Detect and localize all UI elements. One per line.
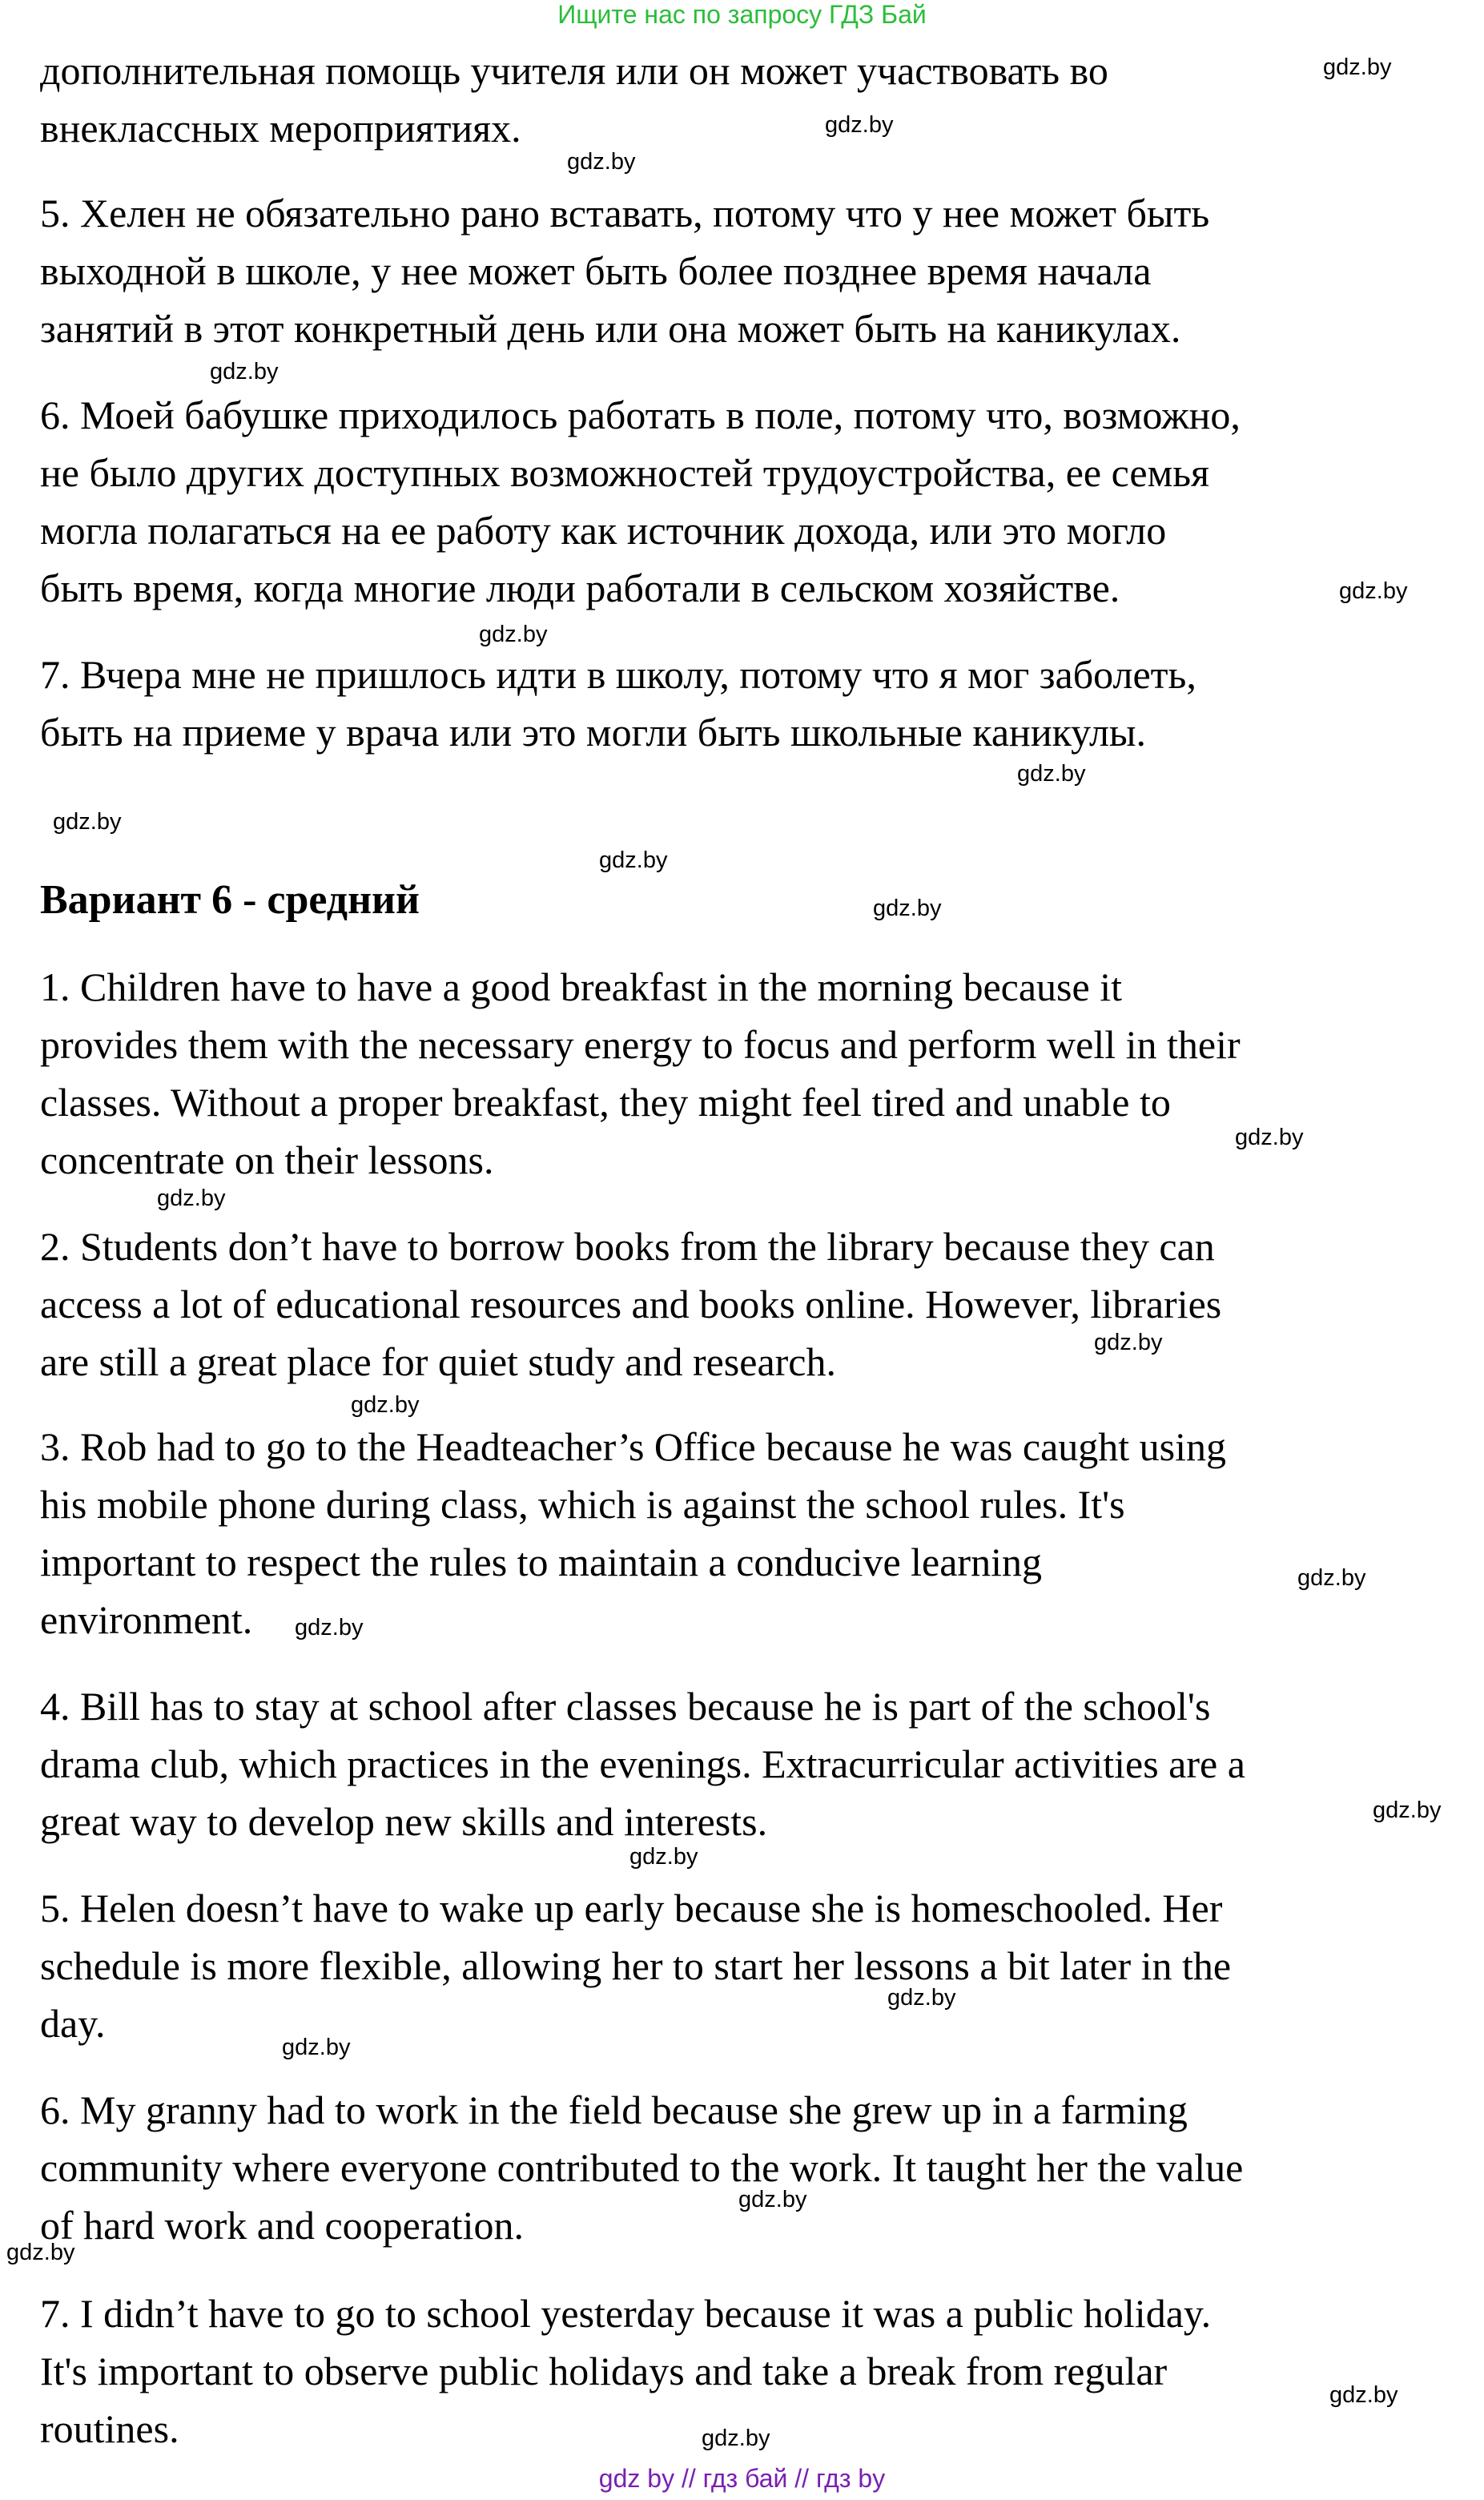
watermark: gdz.by [1017,761,1086,787]
watermark: gdz.by [873,896,942,921]
watermark: gdz.by [282,2035,351,2060]
english-answer-7: 7. I didn’t have to go to school yesterday because it was a public holiday. It's important to observe public holidays and take a break from regular routines. [40,2291,1212,2451]
watermark: gdz.by [53,809,122,835]
russian-answer-7: 7. Вчера мне не пришлось идти в школу, потому что я мог заболеть, быть на приеме у врача или это могли быть школьные каникулы. [40,652,1196,755]
english-answer-4: 4. Bill has to stay at school after classes because he is part of the school's drama club, which practices in the evenings. Extracurricular activities are a great way to develop new skills and interests. [40,1684,1245,1844]
watermark: gdz.by [157,1186,226,1211]
watermark: gdz.by [738,2187,807,2212]
watermark: gdz.by [599,847,668,873]
english-answer-6: 6. My granny had to work in the field because she grew up in a farming community where everyone contributed to the work. It taught her the value of hard work and cooperation. [40,2087,1244,2248]
english-answer-5: 5. Helen doesn’t have to wake up early because she is homeschooled. Her schedule is more flexible, allowing her to start her lessons a bit later in the day. [40,1886,1232,2046]
russian-answer-4-continuation: дополнительная помощь учителя или он может участвовать во внеклассных мероприятиях. [40,48,1108,151]
watermark: gdz.by [887,1985,956,2011]
watermark: gdz.by [1329,2382,1398,2408]
footer-links[interactable]: gdz by // гдз бай // гдз by [598,2464,886,2493]
watermark: gdz.by [351,1392,420,1418]
watermark: gdz.by [629,1844,698,1870]
watermark: gdz.by [210,359,279,384]
watermark: gdz.by [295,1615,364,1640]
watermark: gdz.by [702,2426,770,2451]
english-answer-1: 1. Children have to have a good breakfast in the morning because it provides them with the necessary energy to focus and perform well in their classes. Without a proper breakfast, they might feel tired and unable to concentrate on their lessons. [40,964,1241,1182]
watermark: gdz.by [567,149,636,175]
watermark: gdz.by [479,622,548,647]
watermark: gdz.by [1235,1125,1304,1150]
watermark: gdz.by [1297,1565,1366,1591]
watermark: gdz.by [6,2240,75,2265]
watermark: gdz.by [1339,578,1408,604]
watermark: gdz.by [1094,1330,1163,1355]
header-search-hint[interactable]: Ищите нас по запросу ГДЗ Бай [557,0,927,29]
variant-heading: Вариант 6 - средний [40,877,420,923]
russian-answer-5: 5. Хелен не обязательно рано вставать, потому что у нее может быть выходной в школе, у нее может быть более позднее время начала занятий в этот конкретный день или она может быть на каникулах. [40,191,1210,351]
watermark: gdz.by [825,112,894,138]
russian-answer-6: 6. Моей бабушке приходилось работать в поле, потому что, возможно, не было других доступных возможностей трудоустройства, ее семья могла полагаться на ее работу как источник дохода, или это могло быть время, когда многие люди работали в сельском хозяйстве. [40,393,1241,610]
english-answer-2: 2. Students don’t have to borrow books from the library because they can access a lot of educational resources and books online. However, libraries are still a great place for quiet study and research. [40,1224,1222,1384]
watermark: gdz.by [1323,54,1392,80]
english-answer-3: 3. Rob had to go to the Headteacher’s Office because he was caught using his mobile phone during class, which is against the school rules. It's important to respect the rules to maintain a conducive learning environment. [40,1424,1227,1642]
watermark: gdz.by [1373,1798,1442,1823]
